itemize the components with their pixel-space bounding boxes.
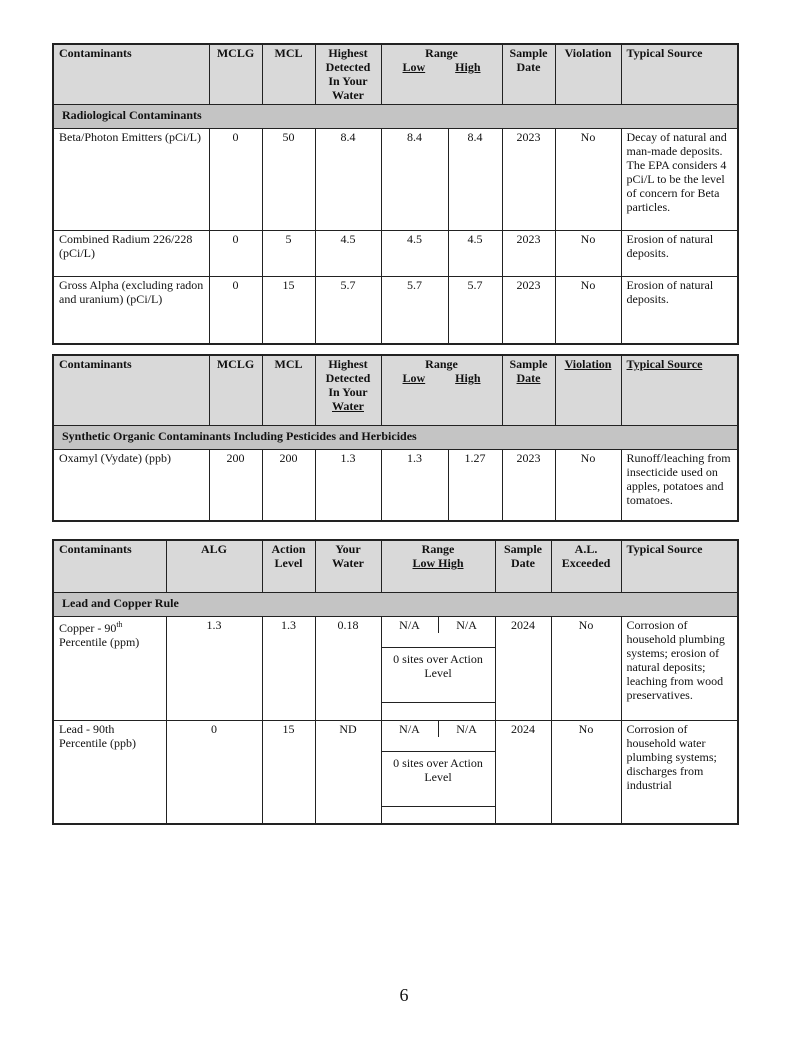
range-low-value: 5.7 (381, 276, 448, 344)
sites-note: 0 sites over Action Level (382, 647, 495, 703)
date-label: Date (516, 371, 541, 385)
sample-date-value: 2023 (502, 276, 555, 344)
action-level-value: 1.3 (262, 616, 315, 720)
contaminant-name: Combined Radium 226/228 (pCi/L) (53, 230, 209, 276)
name-part: Copper - 90 (59, 620, 117, 635)
range-high-value: 5.7 (448, 276, 502, 344)
col-highest: Highest Detected In Your Water (315, 44, 381, 104)
table-row (53, 230, 738, 276)
col-highest (315, 355, 381, 425)
violation-value: No (555, 276, 621, 344)
col-your-water: Your Water (315, 540, 381, 592)
range-cell (381, 616, 495, 720)
sample-date-value: 2023 (502, 128, 555, 230)
range-high-value: 1.27 (448, 449, 502, 521)
violation-value: No (555, 449, 621, 521)
col-action-level: Action Level (262, 540, 315, 592)
synthetic-organic-table (52, 354, 739, 522)
col-mcl: MCL (262, 44, 315, 104)
alg-value: 0 (166, 720, 262, 824)
col-al-exceeded: A.L. Exceeded (551, 540, 621, 592)
range-high-value: 4.5 (448, 230, 502, 276)
sample-date-value: 2024 (495, 720, 551, 824)
section-title: Radiological Contaminants (53, 104, 738, 128)
range-low-value: N/A (382, 721, 439, 737)
typical-source-value: Corrosion of household plumbing systems; erosion of natural deposits; leaching from wood preservatives. (621, 616, 738, 720)
range-low-value: 1.3 (381, 449, 448, 521)
section-title: Synthetic Organic Contaminants Including Pesticides and Herbicides (53, 425, 738, 449)
range-high-value: 8.4 (448, 128, 502, 230)
range-high-label: High (455, 371, 481, 385)
col-typical-source: Typical Source (621, 355, 738, 425)
col-range (381, 44, 502, 104)
highest-label-water: Water (332, 399, 364, 413)
contaminant-name: Oxamyl (Vydate) (ppb) (53, 449, 209, 521)
col-typical-source: Typical Source (621, 540, 738, 592)
highest-value: 4.5 (315, 230, 381, 276)
contaminant-name (53, 616, 166, 720)
highest-value: 5.7 (315, 276, 381, 344)
highest-label: Highest Detected In Your (325, 357, 371, 399)
range-cell (381, 720, 495, 824)
col-contaminants: Contaminants (53, 540, 166, 592)
table-row (53, 276, 738, 344)
col-sample-date (502, 355, 555, 425)
col-mcl: MCL (262, 355, 315, 425)
range-low-label: Low (402, 371, 426, 385)
mcl-value: 15 (262, 276, 315, 344)
range-high-value: N/A (456, 721, 477, 736)
range-low-high-label: Low High (412, 556, 464, 570)
violation-value: No (555, 230, 621, 276)
contaminant-name: Gross Alpha (excluding radon and uranium) (pCi/L) (53, 276, 209, 344)
radiological-table (52, 43, 739, 345)
highest-value: 1.3 (315, 449, 381, 521)
range-label: Range (421, 542, 455, 556)
typical-source-value: Corrosion of household water plumbing systems; discharges from industrial (621, 720, 738, 824)
highest-value: 8.4 (315, 128, 381, 230)
violation-value: No (555, 128, 621, 230)
col-contaminants: Contaminants (53, 355, 209, 425)
mclg-value: 0 (209, 128, 262, 230)
range-low-label: Low (402, 60, 426, 74)
col-sample-date: Sample Date (502, 44, 555, 104)
your-water-value: ND (315, 720, 381, 824)
page-number: 6 (399, 985, 409, 1005)
contaminant-name: Lead - 90th Percentile (ppb) (53, 720, 166, 824)
mclg-value: 200 (209, 449, 262, 521)
col-contaminants: Contaminants (53, 44, 209, 104)
table-row (53, 616, 738, 720)
section-title: Lead and Copper Rule (53, 592, 738, 616)
mcl-value: 50 (262, 128, 315, 230)
col-range (381, 355, 502, 425)
sample-label: Sample (509, 357, 548, 371)
typical-source-value: Erosion of natural deposits. (621, 230, 738, 276)
range-high-value: N/A (456, 617, 477, 632)
col-typical-source: Typical Source (621, 44, 738, 104)
name-part: Percentile (ppm) (59, 634, 140, 649)
mcl-value: 200 (262, 449, 315, 521)
your-water-value: 0.18 (315, 616, 381, 720)
sites-note: 0 sites over Action Level (382, 751, 495, 807)
name-superscript: th (116, 619, 123, 629)
alg-value: 1.3 (166, 616, 262, 720)
range-high-label: High (455, 60, 481, 74)
range-low-value: N/A (382, 617, 439, 633)
typical-source-value: Erosion of natural deposits. (621, 276, 738, 344)
col-alg: ALG (166, 540, 262, 592)
sample-date-value: 2024 (495, 616, 551, 720)
sample-date-value: 2023 (502, 230, 555, 276)
exceeded-value: No (551, 616, 621, 720)
mclg-value: 0 (209, 276, 262, 344)
action-level-value: 15 (262, 720, 315, 824)
lead-copper-table (52, 539, 739, 825)
mcl-value: 5 (262, 230, 315, 276)
range-label: Range (425, 46, 458, 60)
table-row (53, 128, 738, 230)
col-mclg: MCLG (209, 355, 262, 425)
mclg-value: 0 (209, 230, 262, 276)
contaminant-name: Beta/Photon Emitters (pCi/L) (53, 128, 209, 230)
col-sample-date: Sample Date (495, 540, 551, 592)
typical-source-value: Runoff/leaching from insecticide used on apples, potatoes and tomatoes. (621, 449, 738, 521)
exceeded-value: No (551, 720, 621, 824)
table-row (53, 720, 738, 824)
col-range (381, 540, 495, 592)
table-row (53, 449, 738, 521)
sample-date-value: 2023 (502, 449, 555, 521)
typical-source-value: Decay of natural and man-made deposits. The EPA considers 4 pCi/L to be the level of concern for Beta particles. (621, 128, 738, 230)
col-violation: Violation (555, 44, 621, 104)
range-low-value: 8.4 (381, 128, 448, 230)
range-low-value: 4.5 (381, 230, 448, 276)
col-mclg: MCLG (209, 44, 262, 104)
col-violation: Violation (555, 355, 621, 425)
range-label: Range (425, 357, 458, 371)
